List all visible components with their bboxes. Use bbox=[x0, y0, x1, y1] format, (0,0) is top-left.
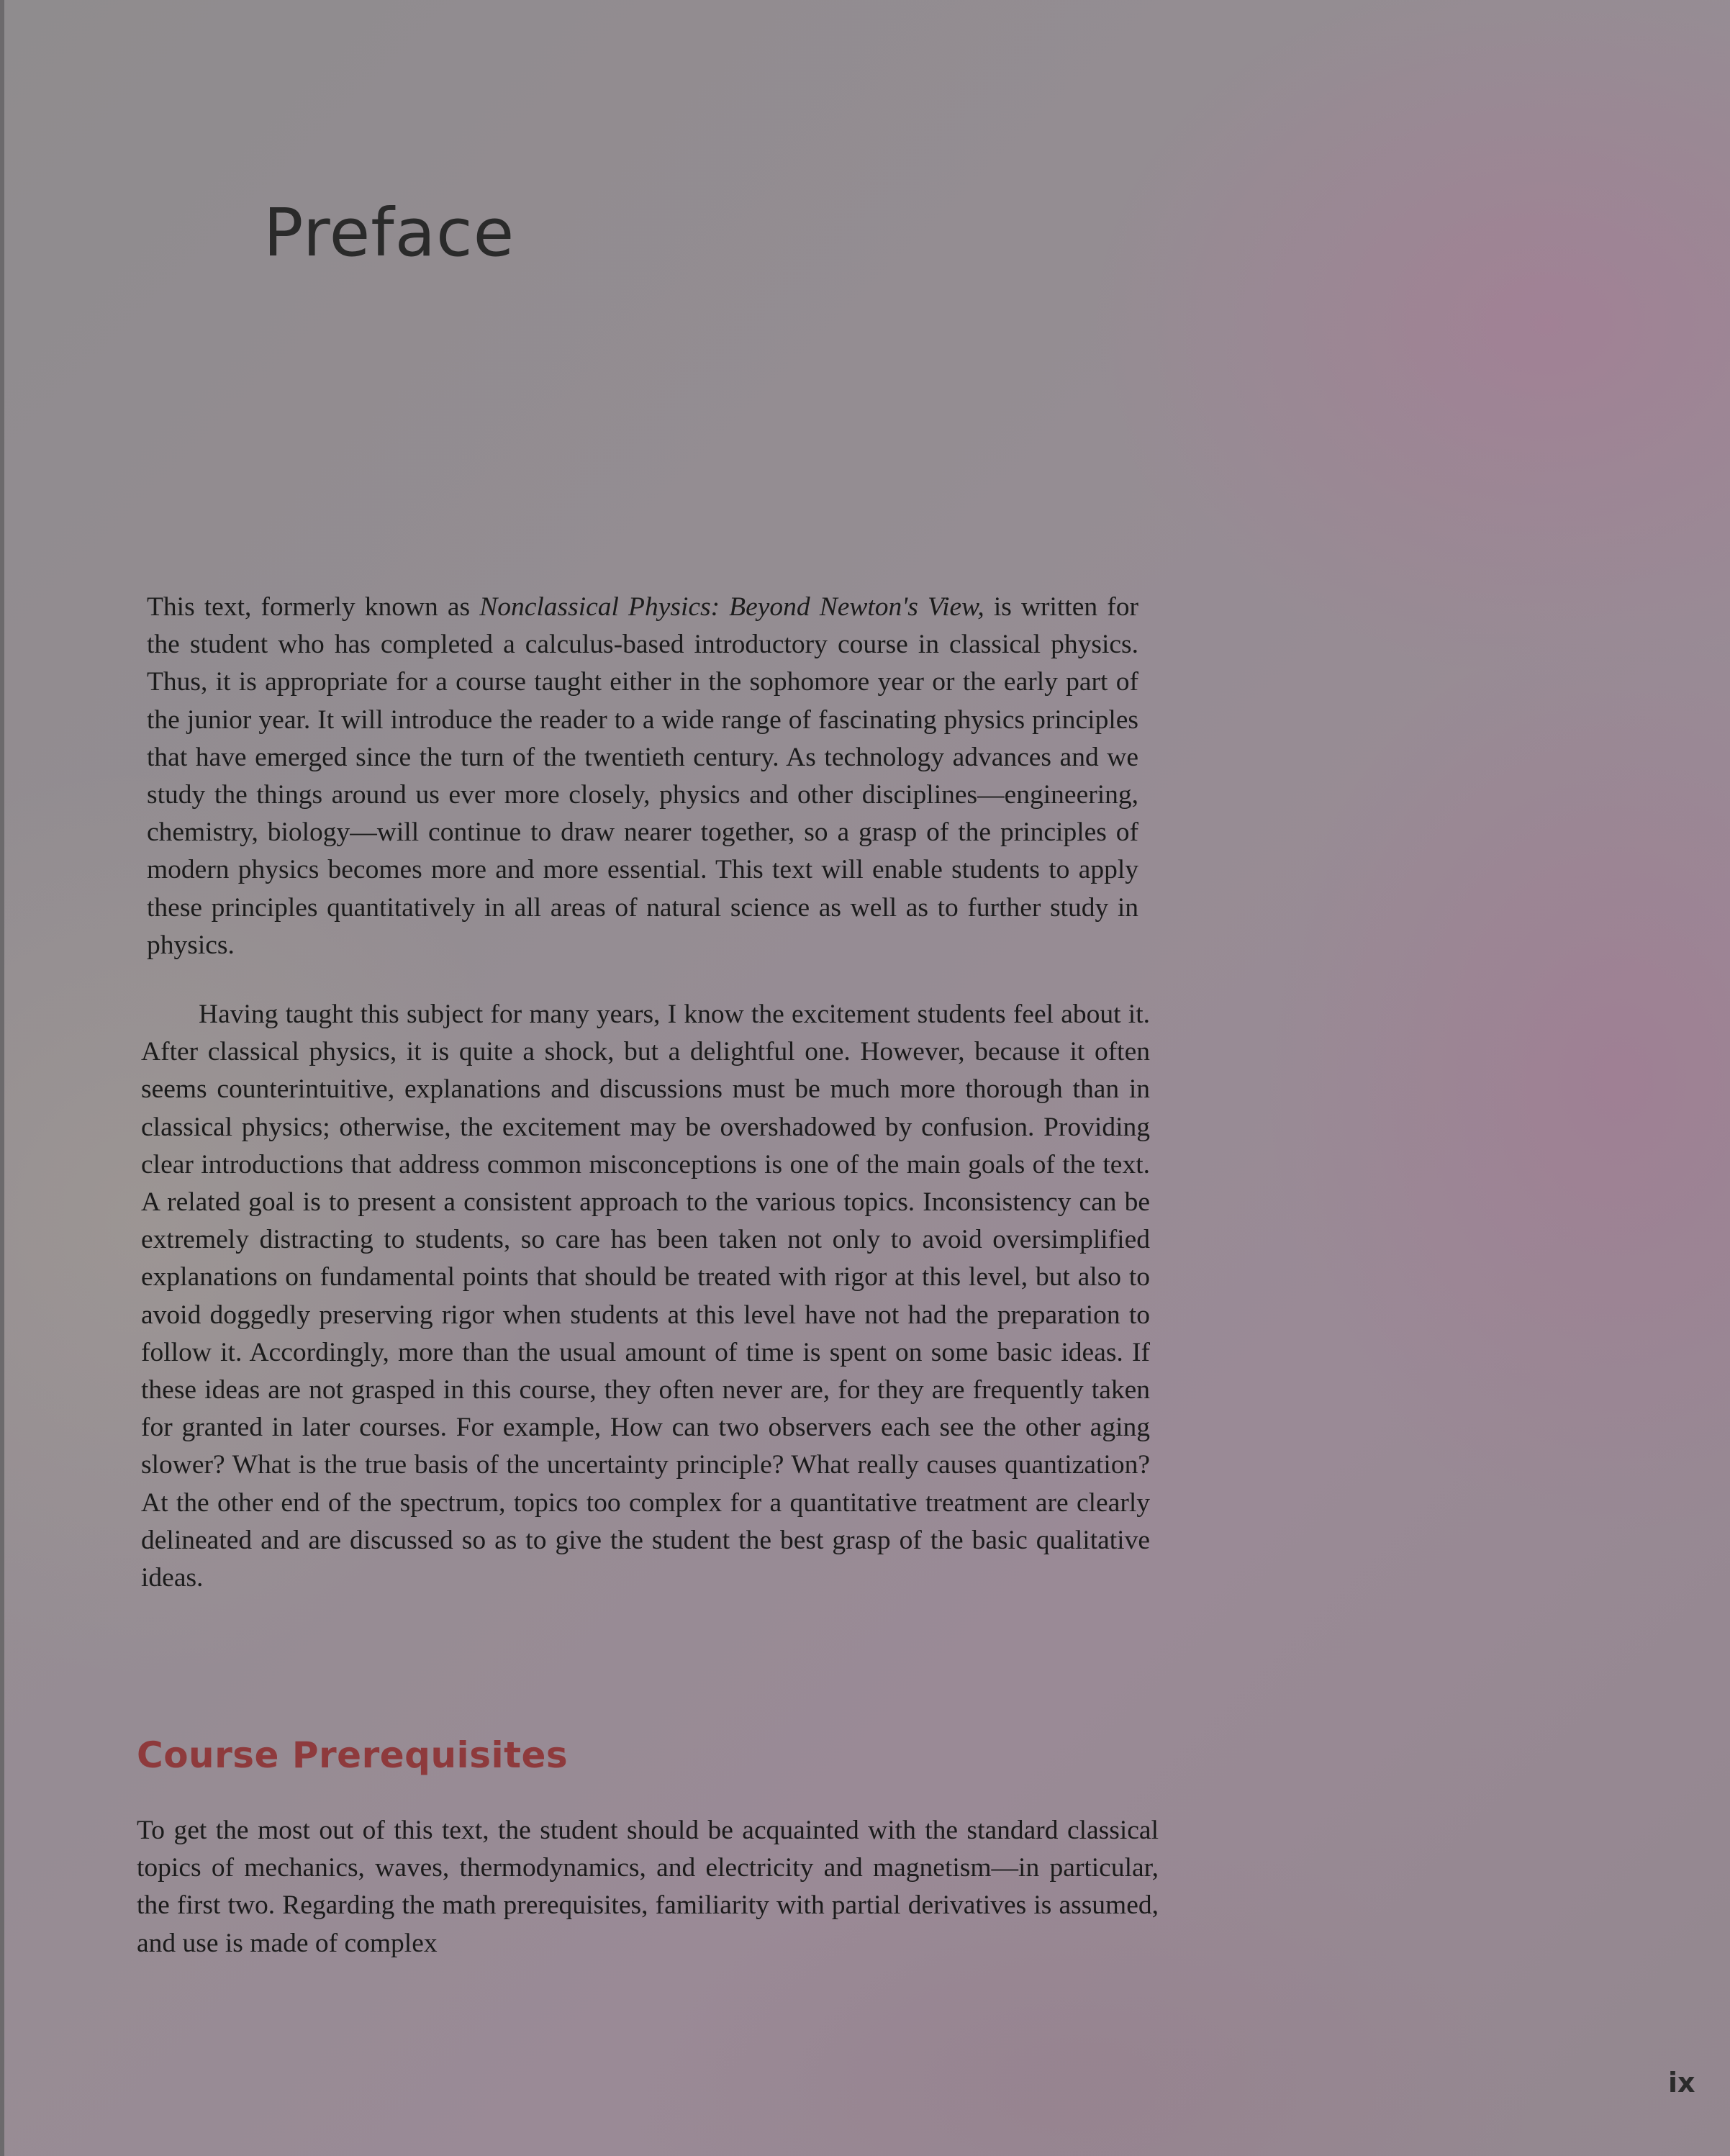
preface-paragraph-1 bbox=[147, 589, 1138, 964]
paragraph-1-lead: This text, formerly known as bbox=[147, 592, 480, 622]
page-number: ix bbox=[1668, 2067, 1695, 2098]
section-heading-course-prerequisites: Course Prerequisites bbox=[137, 1734, 569, 1776]
page-edge bbox=[0, 0, 4, 2156]
preface-paragraph-2 bbox=[141, 996, 1150, 1597]
former-title-italic: Nonclassical Physics: Beyond Newton's View, bbox=[479, 592, 984, 622]
paragraph-1-rest: is written for the student who has completed a calculus-based introductory course in classical physics. Thus, it is appropriate for a course taught either in the sophomore year or the early part of the junior year. It will introduce the reader to a wide range of fascinating physics principles that have emerged since the turn of the twentieth century. As technology advances and we study the things around us ever more closely, physics and other disciplines—engineering, chemistry, biology—will continue to draw nearer together, so a grasp of the principles of modern physics becomes more and more essential. This text will enable students to apply these principles quantitatively in all areas of natural science as well as to further study in physics. bbox=[147, 592, 1138, 960]
paragraph-3-text: To get the most out of this text, the student should be acquainted with the standard classical topics of mechanics, waves, thermodynamics, and electricity and magnetism—in particular, the first two. Regarding the math prerequisites, familiarity with partial derivatives is assumed, and use is made of complex bbox=[137, 1816, 1159, 1958]
paragraph-2-text: Having taught this subject for many years, I know the excitement students feel about it. After classical physics, it is quite a shock, but a delightful one. However, because it often seems counterintuitive, explanations and discussions must be much more thorough than in classical physics; otherwise, the excitement may be overshadowed by confusion. Providing clear introductions that address common misconceptions is one of the main goals of the text. A related goal is to present a consistent approach to the various topics. Inconsistency can be extremely distracting to students, so care has been taken not only to avoid oversimplified explanations on fundamental points that should be treated with rigor at this level, but also to avoid doggedly preserving rigor when students at this level have not had the preparation to follow it. Accordingly, more than the usual amount of time is spent on some basic ideas. If these ideas are not grasped in this course, they often never are, for they are frequently taken for granted in later courses. For example, How can two observers each see the other aging slower? What is the true basis of the uncertainty principle? What really causes quantization? At the other end of the spectrum, topics too complex for a quantitative treatment are clearly delineated and are discussed so as to give the student the best grasp of the basic qualitative ideas. bbox=[141, 1000, 1150, 1593]
prerequisites-paragraph bbox=[137, 1812, 1159, 1962]
paragraph-text bbox=[147, 589, 1138, 964]
page-title: Preface bbox=[263, 194, 515, 271]
